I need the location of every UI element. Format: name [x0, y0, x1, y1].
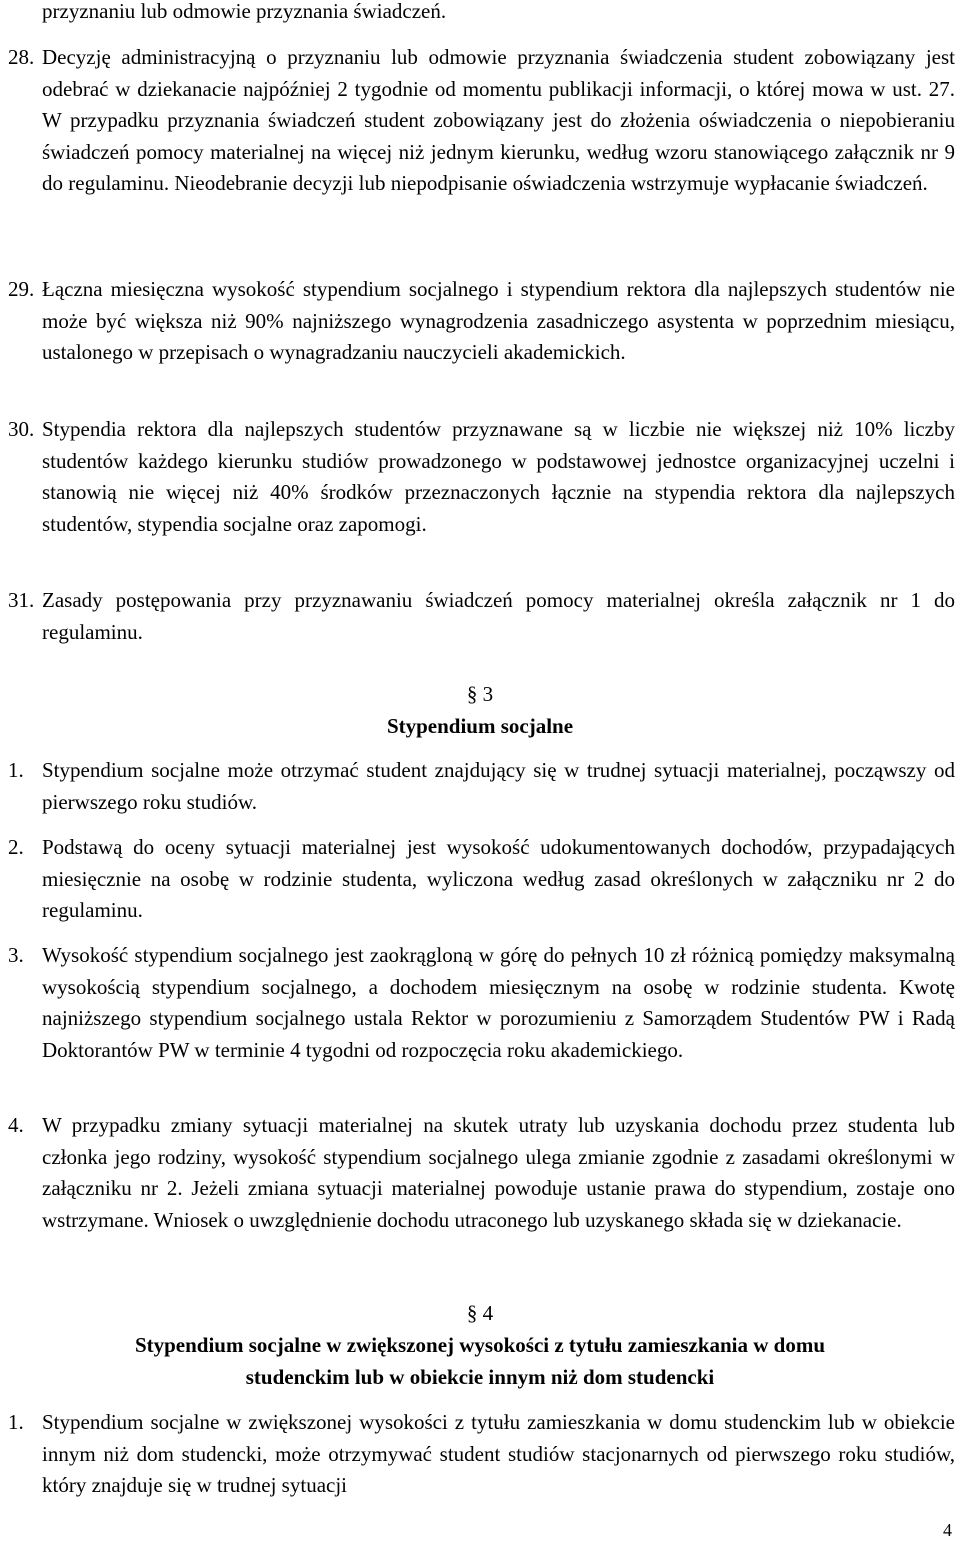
item-text: Podstawą do oceny sytuacji materialnej jest wysokość udokumentowanych dochodów, przypadających miesięcznie na osobę w rodzinie studenta, wyliczona według zasad określonych w załączniku nr 2 do regulaminu. — [42, 835, 955, 922]
item-number: 30. — [8, 417, 35, 441]
section-title: studenckim lub w obiekcie innym niż dom studencki — [245, 1365, 715, 1389]
continuation-text: przyznaniu lub odmowie przyznania świadczeń. — [42, 0, 447, 23]
section-number: § 4 — [466, 1301, 494, 1325]
item-text: Wysokość stypendium socjalnego jest zaokrągloną w górę do pełnych 10 zł różnicą pomiędzy maksymalną wysokością stypendium socjalnego, a dochodem miesięcznym na osobę w rodzinie studenta. Kwotę najniższego stypendium socjalnego ustala Rektor w porozumieniu z Samorządem Studentów PW i Radą Doktorantów PW w terminie 4 tygodni od rozpoczęcia roku akademickiego. — [42, 943, 955, 1062]
item-text: W przypadku zmiany sytuacji materialnej na skutek utraty lub uzyskania dochodu przez studenta lub członka jego rodziny, wysokość stypendium socjalnego ulega zmianie zgodnie z zasadami określonymi w załączniku nr 2. Jeżeli zmiana sytuacji materialnej powoduje ustanie prawa do stypendium, zostaje ono wstrzymane. Wniosek o uwzględnienie dochodu utraconego lub uzyskanego składa się w dziekanacie. — [42, 1113, 955, 1232]
list-item — [0, 755, 955, 818]
item-text: Łączna miesięczna wysokość stypendium socjalnego i stypendium rektora dla najlepszych studentów nie może być większa niż 90% najniższego wynagrodzenia zasadniczego asystenta w poprzednim miesiącu, ustalonego w przepisach o wynagradzaniu nauczycieli akademickich. — [42, 277, 955, 364]
list-item — [0, 832, 955, 927]
item-number: 28. — [8, 45, 35, 69]
item-text: Stypendia rektora dla najlepszych studentów przyznawane są w liczbie nie większej niż 10% liczby studentów każdego kierunku studiów prowadzonego w podstawowej jednostce organizacyjnej uczelni i stanowią nie więcej niż 40% środków przeznaczonych łącznie na stypendia rektora dla najlepszych studentów, stypendia socjalne oraz zapomogi. — [42, 417, 955, 536]
list-item — [0, 585, 955, 648]
section-title: Stypendium socjalne w zwiększonej wysokości z tytułu zamieszkania w domu — [134, 1333, 826, 1357]
page-number: 4 — [943, 1520, 952, 1540]
section-title: Stypendium socjalne — [386, 714, 574, 738]
item-text: Stypendium socjalne w zwiększonej wysokości z tytułu zamieszkania w domu studenckim lub w obiekcie innym niż dom studencki, może otrzymywać student studiów stacjonarnych od pierwszego roku studiów, który znajduje się w trudnej sytuacji — [42, 1410, 955, 1497]
list-item — [0, 274, 955, 369]
section-number: § 3 — [466, 682, 494, 706]
item-number: 3. — [8, 943, 24, 967]
item-text: Decyzję administracyjną o przyznaniu lub odmowie przyznania świadczenia student zobowiązany jest odebrać w dziekanacie najpóźniej 2 tygodnie od momentu publikacji informacji, o której mowa w ust. 27. W przypadku przyznania świadczeń student zobowiązany jest do złożenia oświadczenia o niepobieraniu świadczeń pomocy materialnej na więcej niż jednym kierunku, według wzoru stanowiącego załącznik nr 9 do regulaminu. Nieodebranie decyzji lub niepodpisanie oświadczenia wstrzymuje wypłacanie świadczeń. — [42, 45, 955, 195]
list-item — [0, 940, 955, 1066]
item-number: 1. — [8, 758, 24, 782]
item-number: 2. — [8, 835, 24, 859]
list-item — [0, 414, 955, 540]
item-text: Zasady postępowania przy przyznawaniu świadczeń pomocy materialnej określa załącznik nr 1 do regulaminu. — [42, 588, 955, 644]
list-item — [0, 42, 955, 200]
item-number: 4. — [8, 1113, 24, 1137]
item-text: Stypendium socjalne może otrzymać student znajdujący się w trudnej sytuacji materialnej, począwszy od pierwszego roku studiów. — [42, 758, 955, 814]
list-item — [0, 1407, 955, 1502]
item-number: 1. — [8, 1410, 24, 1434]
item-number: 31. — [8, 588, 35, 612]
list-item — [0, 1110, 955, 1236]
item-number: 29. — [8, 277, 35, 301]
